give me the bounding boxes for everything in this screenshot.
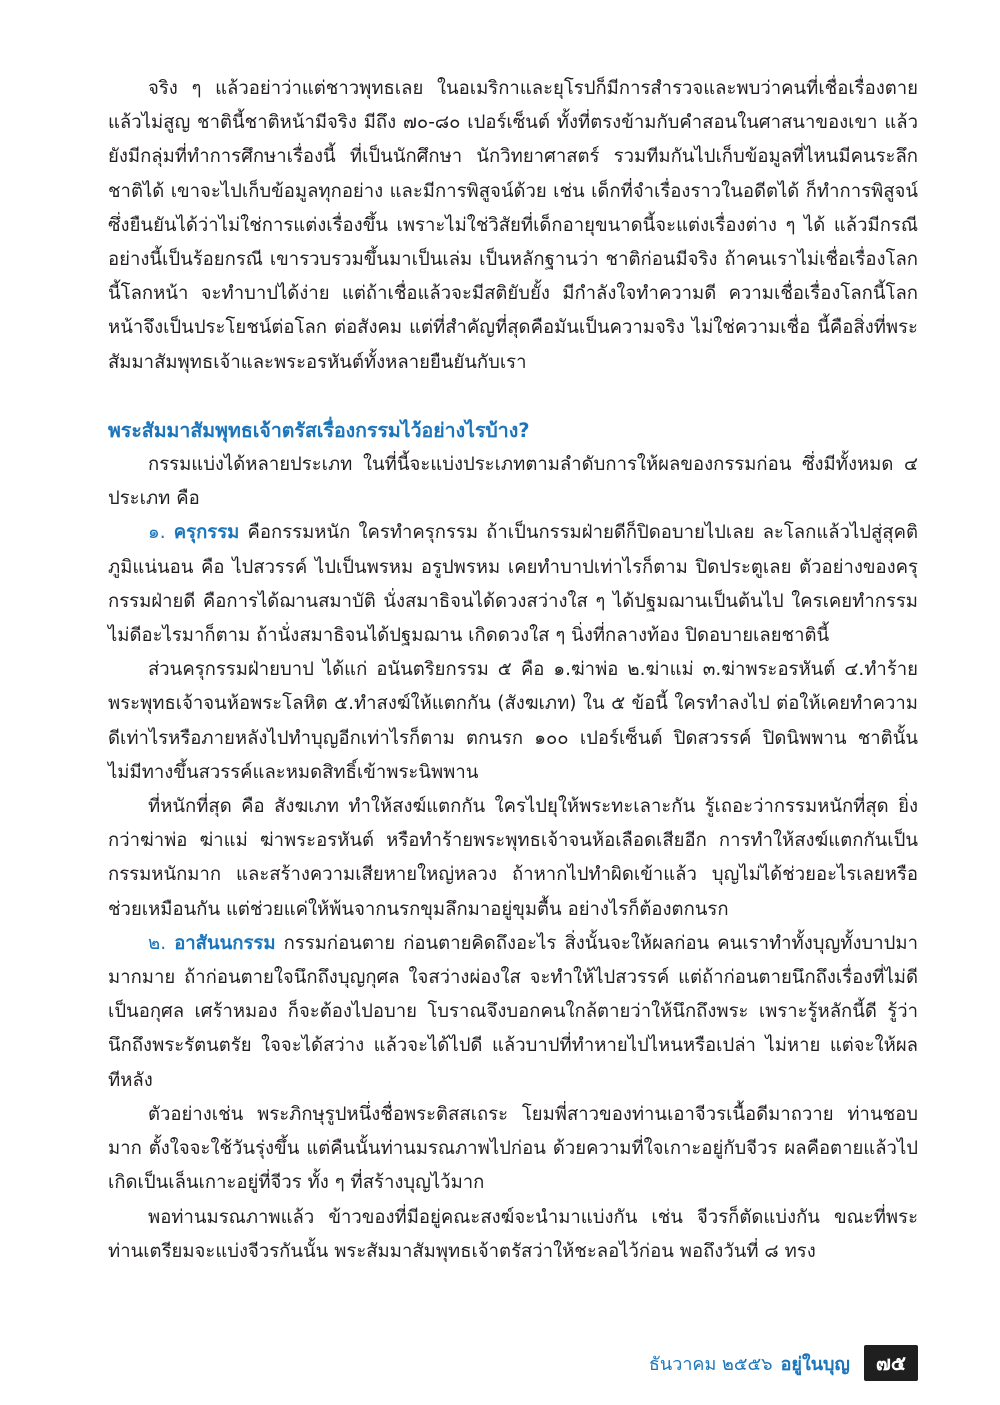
heaviest-paragraph: ที่หนักที่สุด คือ สังฆเภท ทำให้สงฆ์แตกกัน ใครไปยุให้พระทะเลาะกัน รู้เถอะว่ากรรมหนักที่สุด ยิ่งกว่าฆ่าพ่อ ฆ่าแม่ ฆ่าพระอรหันต์ หรือทำร้ายพระพุทธเจ้าจนห้อเลือดเสียอีก การทำให้สงฆ์แตกกันเป็นกรรมหนักมาก และสร้างความเสียหายใหญ่หลวง ถ้าหากไปทำผิดเข้าแล้ว บุญไม่ได้ช่วยอะไรเลยหรือ ช่วยเหมือนกัน แต่ช่วยแค่ให้พ้นจากนรกขุมลึกมาอยู่ขุมตื้น อย่างไรก็ต้องตกนรก	[108, 796, 918, 920]
article-body	[108, 72, 918, 1269]
item-1-text: คือกรรมหนัก ใครทำครุกรรม ถ้าเป็นกรรมฝ่ายดีก็ปิดอบายไปเลย ละโลกแล้วไปสู่สุคติภูมิแน่นอน คือ ไปสวรรค์ ไปเป็นพรหม อรูปพรหม เคยทำบาปเท่าไรก็ตาม ปิดประตูเลย ตัวอย่างของครุกรรมฝ่ายดี คือการได้ฌานสมาบัติ นั่งสมาธิจนได้ดวงสว่างใส ๆ ได้ปฐมฌานเป็นต้นไป ใครเคยทำกรรมไม่ดีอะไรมาก็ตาม ถ้านั่งสมาธิจนได้ปฐมฌาน เกิดดวงใส ๆ นิ่งที่กลางท้อง ปิดอบายเลยชาตินี้	[108, 522, 918, 647]
footer-magazine-title: อยู่ในบุญ	[780, 1353, 850, 1375]
item-1-term: ครุกรรม	[173, 522, 240, 544]
page-number: ๗๕	[864, 1345, 918, 1381]
bad-karma-paragraph: ส่วนครุกรรมฝ่ายบาป ได้แก่ อนันตริยกรรม ๕ คือ ๑.ฆ่าพ่อ ๒.ฆ่าแม่ ๓.ฆ่าพระอรหันต์ ๔.ทำร้ายพระพุทธเจ้าจนห้อพระโลหิต ๕.ทำสงฆ์ให้แตกกัน (สังฆเภท) ใน ๕ ข้อนี้ ใครทำลงไป ต่อให้เคยทำความดีเท่าไรหรือภายหลังไปทำบุญอีกเท่าไรก็ตาม ตกนรก ๑๐๐ เปอร์เซ็นต์ ปิดสวรรค์ ปิดนิพพาน ชาตินั้นไม่มีทางขึ้นสวรรค์และหมดสิทธิ์เข้าพระนิพพาน	[108, 659, 918, 783]
intro-paragraph: จริง ๆ แล้วอย่าว่าแต่ชาวพุทธเลย ในอเมริกาและยุโรปก็มีการสำรวจและพบว่าคนที่เชื่อเรื่องตายแล้วไม่สูญ ชาตินี้ชาติหน้ามีจริง มีถึง ๗๐-๘๐ เปอร์เซ็นต์ ทั้งที่ตรงข้ามกับคำสอนในศาสนาของเขา แล้วยังมีกลุ่มที่ทำการศึกษาเรื่องนี้ ที่เป็นนักศึกษา นักวิทยาศาสตร์ รวมทีมกันไปเก็บข้อมูลที่ไหนมีคนระลึกชาติได้ เขาจะไปเก็บข้อมูลทุกอย่าง และมีการพิสูจน์ด้วย เช่น เด็กที่จำเรื่องราวในอดีตได้ ก็ทำการพิสูจน์ ซึ่งยืนยันได้ว่าไม่ใช่การแต่งเรื่องขึ้น เพราะไม่ใช่วิสัยที่เด็กอายุขนาดนี้จะแต่งเรื่องต่าง ๆ ได้ แล้วมีกรณีอย่างนี้เป็นร้อยกรณี เขารวบรวมขึ้นมาเป็นเล่ม เป็นหลักฐานว่า ชาติก่อนมีจริง ถ้าคนเราไม่เชื่อเรื่องโลกนี้โลกหน้า จะทำบาปได้ง่าย แต่ถ้าเชื่อแล้วจะมีสติยับยั้ง มีกำลังใจทำความดี ความเชื่อเรื่องโลกนี้โลกหน้าจึงเป็นประโยชน์ต่อโลก ต่อสังคม แต่ที่สำคัญที่สุดคือมันเป็นความจริง ไม่ใช่ความเชื่อ นี้คือสิ่งที่พระสัมมาสัมพุทธเจ้าและพระอรหันต์ทั้งหลายยืนยันกับเรา	[108, 78, 918, 373]
item-1-number: ๑.	[148, 522, 166, 544]
item-1-paragraph	[108, 516, 918, 653]
page-footer	[649, 1345, 918, 1381]
section-lead: กรรมแบ่งได้หลายประเภท ในที่นี้จะแบ่งประเภทตามลำดับการให้ผลของกรรมก่อน ซึ่งมีทั้งหมด ๔ ประเภท คือ	[108, 454, 918, 510]
section-gap	[108, 380, 918, 414]
item-2-term: อาสันนกรรม	[174, 932, 276, 954]
after-paragraph: พอท่านมรณภาพแล้ว ข้าวของที่มีอยู่คณะสงฆ์จะนำมาแบ่งกัน เช่น จีวรก็ตัดแบ่งกัน ขณะที่พระท่านเตรียมจะแบ่งจีวรกันนั้น พระสัมมาสัมพุทธเจ้าตรัสว่าให้ชะลอไว้ก่อน พอถึงวันที่ ๘ ทรง	[108, 1206, 918, 1262]
example-paragraph: ตัวอย่างเช่น พระภิกษุรูปหนึ่งชื่อพระติสสเถระ โยมพี่สาวของท่านเอาจีวรเนื้อดีมาถวาย ท่านชอบมาก ตั้งใจจะใช้วันรุ่งขึ้น แต่คืนนั้นท่านมรณภาพไปก่อน ด้วยความที่ใจเกาะอยู่กับจีวร ผลคือตายแล้วไปเกิดเป็นเล็นเกาะอยู่ที่จีวร ทั้ง ๆ ที่สร้างบุญไว้มาก	[108, 1103, 918, 1194]
item-2-number: ๒.	[148, 932, 167, 954]
item-2-paragraph	[108, 927, 918, 1098]
item-2-text: กรรมก่อนตาย ก่อนตายคิดถึงอะไร สิ่งนั้นจะให้ผลก่อน คนเราทำทั้งบุญทั้งบาปมามากมาย ถ้าก่อนตายใจนึกถึงบุญกุศล ใจสว่างผ่องใส จะทำให้ไปสวรรค์ แต่ถ้าก่อนตายนึกถึงเรื่องที่ไม่ดี เป็นอกุศล เศร้าหมอง ก็จะต้องไปอบาย โบราณจึงบอกคนใกล้ตายว่าให้นึกถึงพระ เพราะรู้หลักนี้ดี รู้ว่านึกถึงพระรัตนตรัย ใจจะได้สว่าง แล้วจะได้ไปดี แล้วบาปที่ทำหายไปไหนหรือเปล่า ไม่หาย แต่จะให้ผลทีหลัง	[108, 932, 918, 1091]
section-heading: พระสัมมาสัมพุทธเจ้าตรัสเรื่องกรรมไว้อย่างไรบ้าง?	[108, 418, 530, 442]
footer-date: ธันวาคม ๒๕๕๖	[648, 1353, 773, 1375]
